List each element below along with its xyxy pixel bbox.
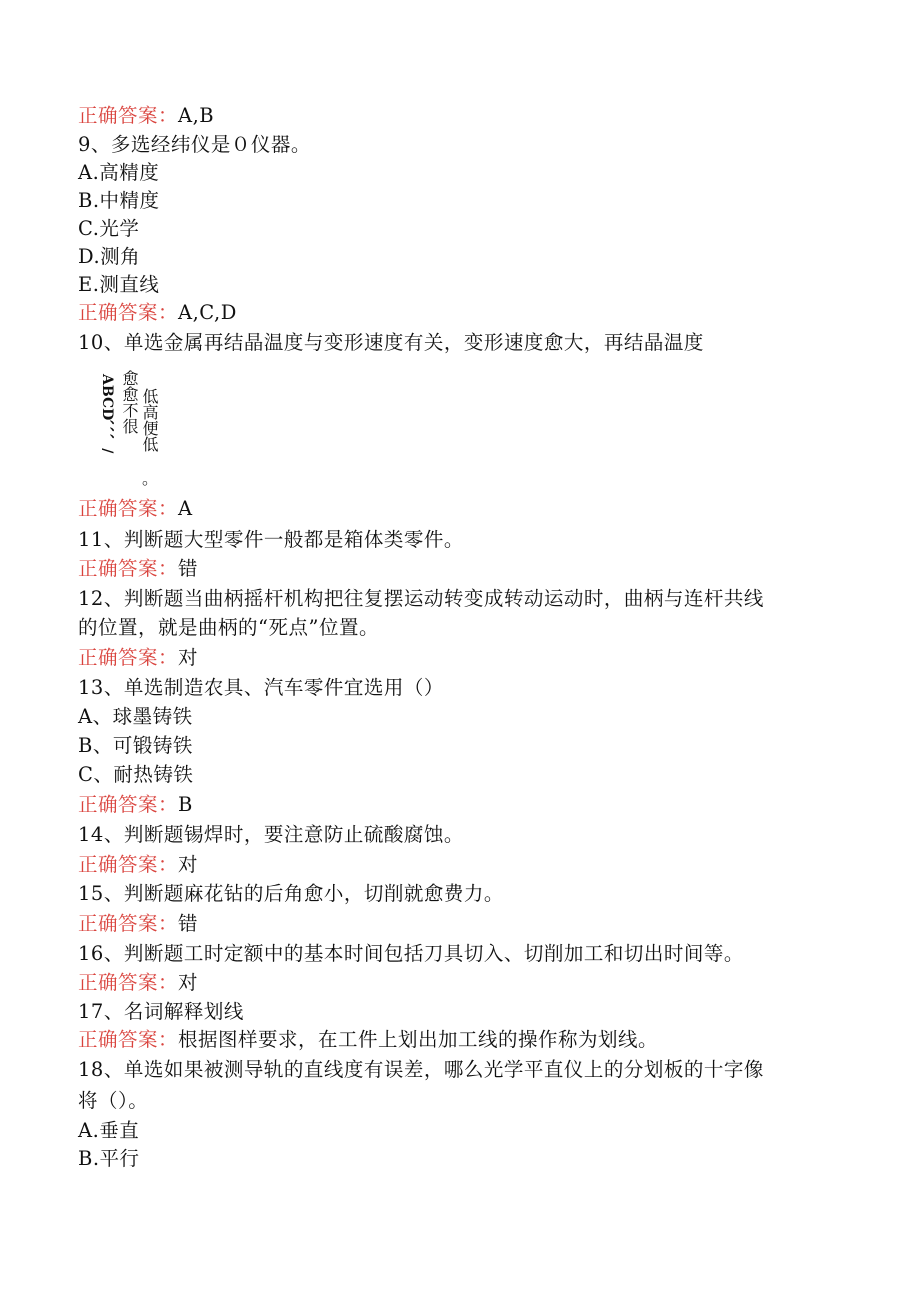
q10-option-dot: 。 (142, 469, 159, 488)
answer-text: A,B (178, 104, 215, 127)
question-12: 12、判断题当曲柄摇杆机构把往复摆运动转变成转动运动时，曲柄与连杆共线 (78, 587, 764, 610)
answer-label: 正确答案： (78, 853, 179, 876)
question-10-options (98, 370, 178, 488)
answer-line (78, 970, 198, 996)
answer-label: 正确答案： (78, 104, 179, 127)
question-9: 9、多选经纬仪是０仪器。 (78, 133, 311, 156)
answer-line (78, 645, 198, 671)
answer-text: A (178, 497, 193, 520)
answer-text: 根据图样要求，在工件上划出加工线的操作称为划线。 (178, 1028, 659, 1051)
question-17: 17、名词解释划线 (78, 1000, 244, 1023)
answer-text: B (178, 793, 193, 816)
question-11: 11、判断题大型零件一般都是箱体类零件。 (78, 528, 464, 551)
option-a: A、球墨铸铁 (78, 705, 193, 728)
option-c: C.光学 (78, 217, 140, 240)
answer-line (78, 300, 237, 326)
q10-option-letters: ABCD、、、/ (99, 374, 115, 454)
answer-label: 正确答案： (78, 497, 179, 520)
answer-label: 正确答案： (78, 912, 179, 935)
question-13: 13、单选制造农具、汽车零件宜选用（） (78, 676, 444, 699)
option-b: B.中精度 (78, 189, 160, 212)
answer-line (78, 911, 198, 937)
answer-text: 错 (178, 557, 199, 580)
answer-line (78, 792, 193, 818)
answer-label: 正确答案： (78, 1028, 179, 1051)
answer-label: 正确答案： (78, 793, 179, 816)
answer-line (78, 852, 198, 878)
question-18: 18、单选如果被测导轨的直线度有误差，哪么光学平直仪上的分划板的十字像 (78, 1058, 764, 1081)
question-15: 15、判断题麻花钻的后角愈小，切削就愈费力。 (78, 882, 504, 905)
question-12-cont: 的位置，就是曲柄的“死点”位置。 (78, 616, 379, 639)
option-c: C、耐热铸铁 (78, 763, 194, 786)
option-d: D.测角 (78, 245, 141, 268)
option-a: A.垂直 (78, 1119, 140, 1142)
answer-label: 正确答案： (78, 301, 179, 324)
answer-label: 正确答案： (78, 646, 179, 669)
answer-line (78, 103, 214, 129)
option-b: B.平行 (78, 1147, 140, 1170)
answer-line (78, 1027, 658, 1053)
q10-option-col3: 低高便低 (140, 388, 159, 452)
answer-text: 对 (178, 646, 199, 669)
answer-text: 对 (178, 971, 199, 994)
answer-label: 正确答案： (78, 557, 179, 580)
question-18-cont: 将（）。 (78, 1089, 149, 1112)
q10-option-col2: 愈愈不很 (120, 370, 139, 434)
answer-text: 错 (178, 912, 199, 935)
question-10: 10、单选金属再结晶温度与变形速度有关，变形速度愈大，再结晶温度 (78, 331, 704, 354)
question-14: 14、判断题锡焊时，要注意防止硫酸腐蚀。 (78, 823, 464, 846)
question-16: 16、判断题工时定额中的基本时间包括刀具切入、切削加工和切出时间等。 (78, 942, 744, 965)
option-a: A.高精度 (78, 161, 160, 184)
answer-line (78, 496, 193, 522)
answer-line (78, 556, 198, 582)
answer-label: 正确答案： (78, 971, 179, 994)
answer-text: 对 (178, 853, 199, 876)
option-b: B、可锻铸铁 (78, 734, 193, 757)
answer-text: A,C,D (178, 301, 237, 324)
option-e: E.测直线 (78, 273, 160, 296)
